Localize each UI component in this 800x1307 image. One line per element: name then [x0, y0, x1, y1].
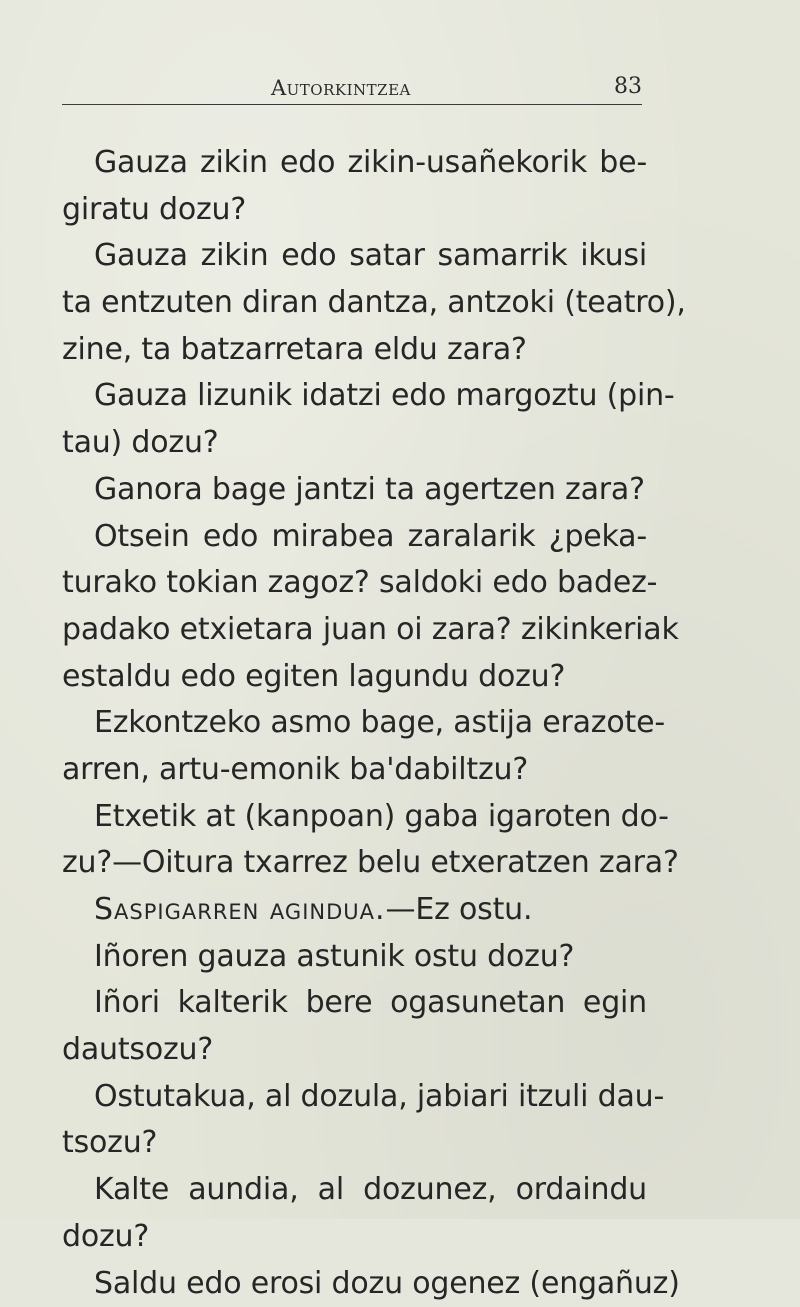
- text-line: Ezkontzeko asmo bage, astija erazote-: [62, 700, 647, 747]
- page-number: 83: [614, 74, 642, 99]
- running-title: Autorkintzea: [271, 76, 411, 100]
- text-line: Gauza lizunik idatzi edo margoztu (pin-: [62, 373, 647, 420]
- text-line: ta entzuten diran dantza, antzoki (teatro),: [62, 280, 647, 327]
- page-header: [62, 74, 642, 104]
- text-line: Ganora bage jantzi ta agertzen zara?: [62, 467, 647, 514]
- text-line: Etxetik at (kanpoan) gaba igaroten do-: [62, 794, 647, 841]
- section-subtitle: —Ez ostu.: [386, 892, 533, 927]
- text-line: tsozu?: [62, 1120, 647, 1167]
- text-line: estaldu edo egiten lagundu dozu?: [62, 654, 647, 701]
- section-heading: Saspigarren agindua.: [94, 892, 386, 927]
- text-line: arren, artu-emonik ba'dabiltzu?: [62, 747, 647, 794]
- text-line: giratu dozu?: [62, 187, 647, 234]
- section-heading-line: [62, 887, 647, 934]
- text-line: dautsozu?: [62, 1027, 647, 1074]
- text-line: zu?—Oitura txarrez belu etxeratzen zara?: [62, 840, 647, 887]
- text-line: Gauza zikin edo satar samarrik ikusi: [62, 233, 647, 280]
- header-rule: [62, 104, 642, 105]
- text-line: Kalte aundia, al dozunez, ordaindu: [62, 1167, 647, 1214]
- body-text: [62, 140, 647, 1307]
- text-line: Saldu edo erosi dozu ogenez (engañuz): [62, 1261, 647, 1307]
- text-line: Iñoren gauza astunik ostu dozu?: [62, 934, 647, 981]
- text-line: Gauza zikin edo zikin-usañekorik be-: [62, 140, 647, 187]
- text-line: padako etxietara juan oi zara? zikinkeriak: [62, 607, 647, 654]
- text-line: Iñori kalterik bere ogasunetan egin: [62, 980, 647, 1027]
- text-line: turako tokian zagoz? saldoki edo badez-: [62, 560, 647, 607]
- text-line: dozu?: [62, 1214, 647, 1261]
- text-line: zine, ta batzarretara eldu zara?: [62, 327, 647, 374]
- text-line: Ostutakua, al dozula, jabiari itzuli dau-: [62, 1074, 647, 1121]
- text-line: tau) dozu?: [62, 420, 647, 467]
- text-line: Otsein edo mirabea zaralarik ¿peka-: [62, 514, 647, 561]
